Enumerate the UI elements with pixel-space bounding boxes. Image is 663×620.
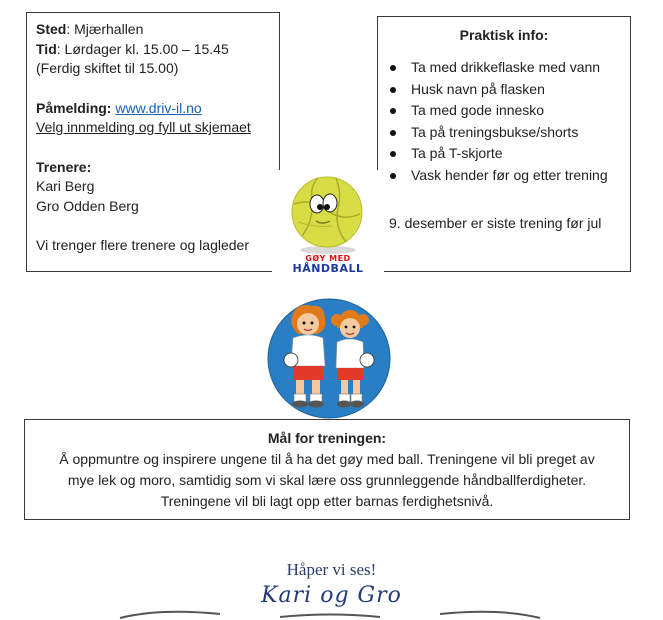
handball-logo: [272, 170, 384, 280]
registration-line: [36, 99, 279, 119]
practical-info-title: Praktisk info:: [459, 27, 549, 43]
coach-name: Kari Berg: [36, 178, 95, 194]
list-item: Ta på treningsbukse/shorts: [378, 122, 630, 144]
last-training-note: 9. desember er siste trening før jul: [389, 215, 602, 231]
handball-ball-icon: [272, 170, 384, 256]
time-line: [36, 40, 279, 60]
coaches-heading: Trenere:: [36, 158, 92, 175]
goal-line: mye lek og moro, samtidig som vi skal lære oss grunnleggende håndballferdigheter.: [67, 472, 587, 488]
list-item: Ta på T-skjorte: [378, 143, 630, 165]
footer-signature: Kari og Gro: [261, 583, 402, 608]
time-label: Tid: [36, 40, 57, 57]
location-line: [36, 20, 279, 40]
logo-line-1: GØY MED: [305, 254, 351, 263]
list-item: Vask hender før og etter trening: [378, 165, 630, 187]
goal-box: [24, 419, 630, 520]
location-value: : Mjærhallen: [66, 21, 144, 37]
coach-name: Gro Odden Berg: [36, 197, 139, 214]
time-note: (Ferdig skiftet til 15.00): [36, 60, 179, 76]
list-item: Ta med gode innesko: [378, 100, 630, 122]
footer-greeting: Håper vi ses!: [286, 560, 377, 579]
time-value: : Lørdager kl. 15.00 – 15.45: [56, 40, 229, 57]
info-box: [26, 12, 280, 272]
list-item: Husk navn på flasken: [378, 79, 630, 101]
registration-link[interactable]: www.driv-il.no: [115, 99, 202, 116]
goal-line: Treningene vil bli lagt opp etter barnas ferdighetsnivå.: [160, 493, 494, 509]
decorative-swirl: [100, 608, 560, 620]
list-item: Ta med drikkeflaske med vann: [378, 57, 630, 79]
goal-line: Å oppmuntre og inspirere ungene til å ha det gøy med ball. Treningene vil bli preget av: [59, 451, 595, 467]
practical-info-list: [378, 57, 630, 186]
logo-line-2: HÅNDBALL: [292, 262, 364, 275]
registration-label: Påmelding:: [36, 99, 112, 116]
logo-text: [272, 254, 384, 274]
practical-info-box: [377, 16, 631, 272]
kids-illustration: [267, 298, 391, 419]
registration-instruction: Velg innmelding og fyll ut skjemaet: [36, 119, 251, 135]
goal-title: Mål for treningen:: [267, 430, 387, 446]
location-label: Sted: [36, 21, 67, 37]
need-more-coaches: Vi trenger flere trenere og lagleder: [36, 237, 249, 253]
